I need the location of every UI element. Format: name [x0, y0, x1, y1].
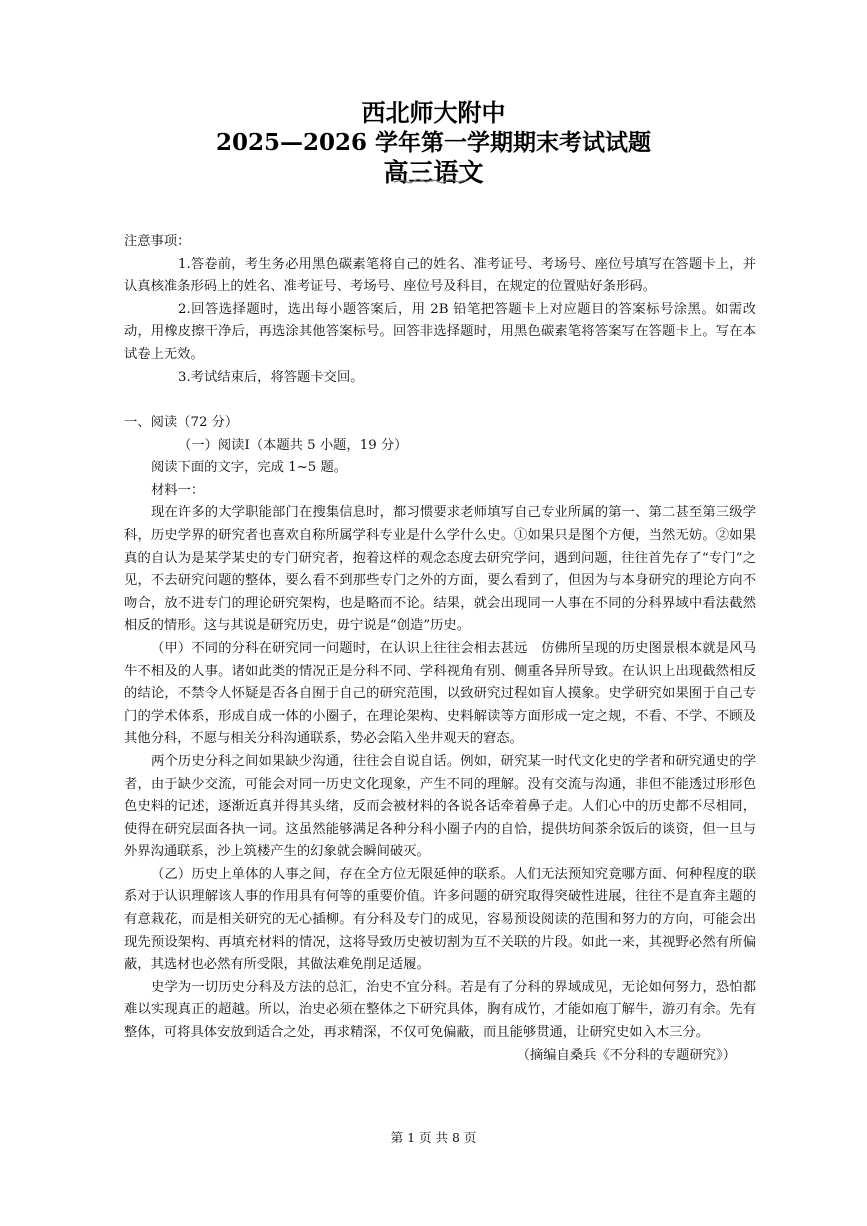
note-item: 3.考试结束后，将答题卡交回。 [178, 369, 364, 385]
reading-instruction: 阅读下面的文字，完成 1~5 题。 [151, 460, 348, 476]
reading-section [124, 412, 756, 1067]
school-name: 西北师大附中 [361, 98, 506, 127]
page-footer: 第 1 页 共 8 页 [390, 1130, 477, 1145]
subsection-title: （一）阅读Ⅰ（本题共 5 小题，19 分） [178, 437, 408, 453]
passage-paragraph: （甲）不同的分科在研究同一问题时，在认识上往往会相去甚远 仿佛所呈现的历史图景根本就是风马牛不相及的人事。诸如此类的情况正是分科不同、学科视角有别、侧重各异所导致。在认识上出现截然相反的结论，不禁令人怀疑是否各自囿于自己的研究范围，以致研究过程如盲人摸象。史学研究如果囿于自己专门的学术体系，形成自成一体的小圈子，在理论架构、史料解读等方面形成一定之规，不看、不学、不顾及其他分科，不愿与相关分科沟通联系，势必会陷入坐井观天的窘态。 [124, 640, 756, 747]
notes-section [124, 231, 756, 389]
note-item: 1.答卷前，考生务必用黑色碳素笔将自己的姓名、准考证号、考场号、座位号填写在答题卡上，并认真核准条形码上的姓名、准考证号、考场号、座位号及科目，在规定的位置贴好条形码。 [124, 256, 756, 295]
note-item: 2.回答选择题时，选出每小题答案后，用 2B 铅笔把答题卡上对应题目的答案标号涂黑。如需改动，用橡皮擦干净后，再选涂其他答案标号。回答非选择题时，用黑色碳素笔将答案写在答题卡上。写在本试卷上无效。 [124, 301, 756, 362]
passage-source: （摘编自桑兵《不分科的专题研究》） [516, 1047, 736, 1063]
material-label: 材料一： [151, 482, 205, 498]
subject-title: 高三语文 [383, 158, 484, 187]
notes-title: 注意事项： [124, 234, 191, 249]
section-title: 一、阅读（72 分） [124, 415, 239, 430]
passage-paragraph: 史学为一切历史分科及方法的总汇，治史不宜分科。若是有了分科的界域成见，无论如何努力，恐怕都难以实现真正的超越。所以，治史必须在整体之下研究具体，胸有成竹，才能如庖丁解牛，游刃有余。先有整体，可将具体安放到适合之处，再求精深，不仅可免偏蔽，而且能够贯通，让研究史如入木三分。 [124, 979, 756, 1041]
passage-paragraph: 两个历史分科之间如果缺少沟通，往往会自说自话。例如，研究某一时代文化史的学者和研究通史的学者，由于缺少交流，可能会对同一历史文化现象，产生不同的理解。没有交流与沟通，非但不能透过形形色色史料的记述，逐渐近真并得其头绪，反而会被材料的各说各话牵着鼻子走。人们心中的历史都不尽相同，使得在研究层面各执一词。这虽然能够满足各种分科小圈子内的自恰，提供坊间茶余饭后的谈资，但一旦与外界沟通联系，沙上筑楼产生的幻象就会瞬间破灭。 [124, 753, 756, 860]
passage-paragraph: （乙）历史上单体的人事之间，存在全方位无限延伸的联系。人们无法预知究竟哪方面、何种程度的联系对于认识理解该人事的作用具有何等的重要价值。许多问题的研究取得突破性进展，往往不是直奔主题的有意栽花，而是相关研究的无心插柳。有分科及专门的成见，容易预设阅读的范围和努力的方向，可能会出现先预设架构、再填充材料的情况，这将导致历史被切割为互不关联的片段。如此一来，其视野必然有所偏蔽，其选材也必然有所受限，其做法难免削足适履。 [124, 866, 756, 973]
passage-paragraph: 现在许多的大学职能部门在搜集信息时，都习惯要求老师填写自己专业所属的第一、第二甚至第三级学科，历史学界的研究者也喜欢自称所属学科专业是什么学什么史。①如果只是图个方便，当然无妨。②如果真的自认为是某学某史的专门研究者，抱着这样的观念态度去研究学问，遇到问题，往往首先存了“专门”之见，不去研究问题的整体，要么看不到那些专门之外的方面，要么看到了，但因为与本身研究的理论方向不吻合，放不进专门的理论研究架构，也是略而不论。结果，就会出现同一人事在不同的分科界域中看法截然相反的情形。这与其说是研究历史，毋宁说是“创造”历史。 [124, 505, 756, 634]
exam-title: 2025—2026 学年第一学期期末考试试题 [215, 129, 652, 156]
scan-mark [392, 176, 472, 186]
